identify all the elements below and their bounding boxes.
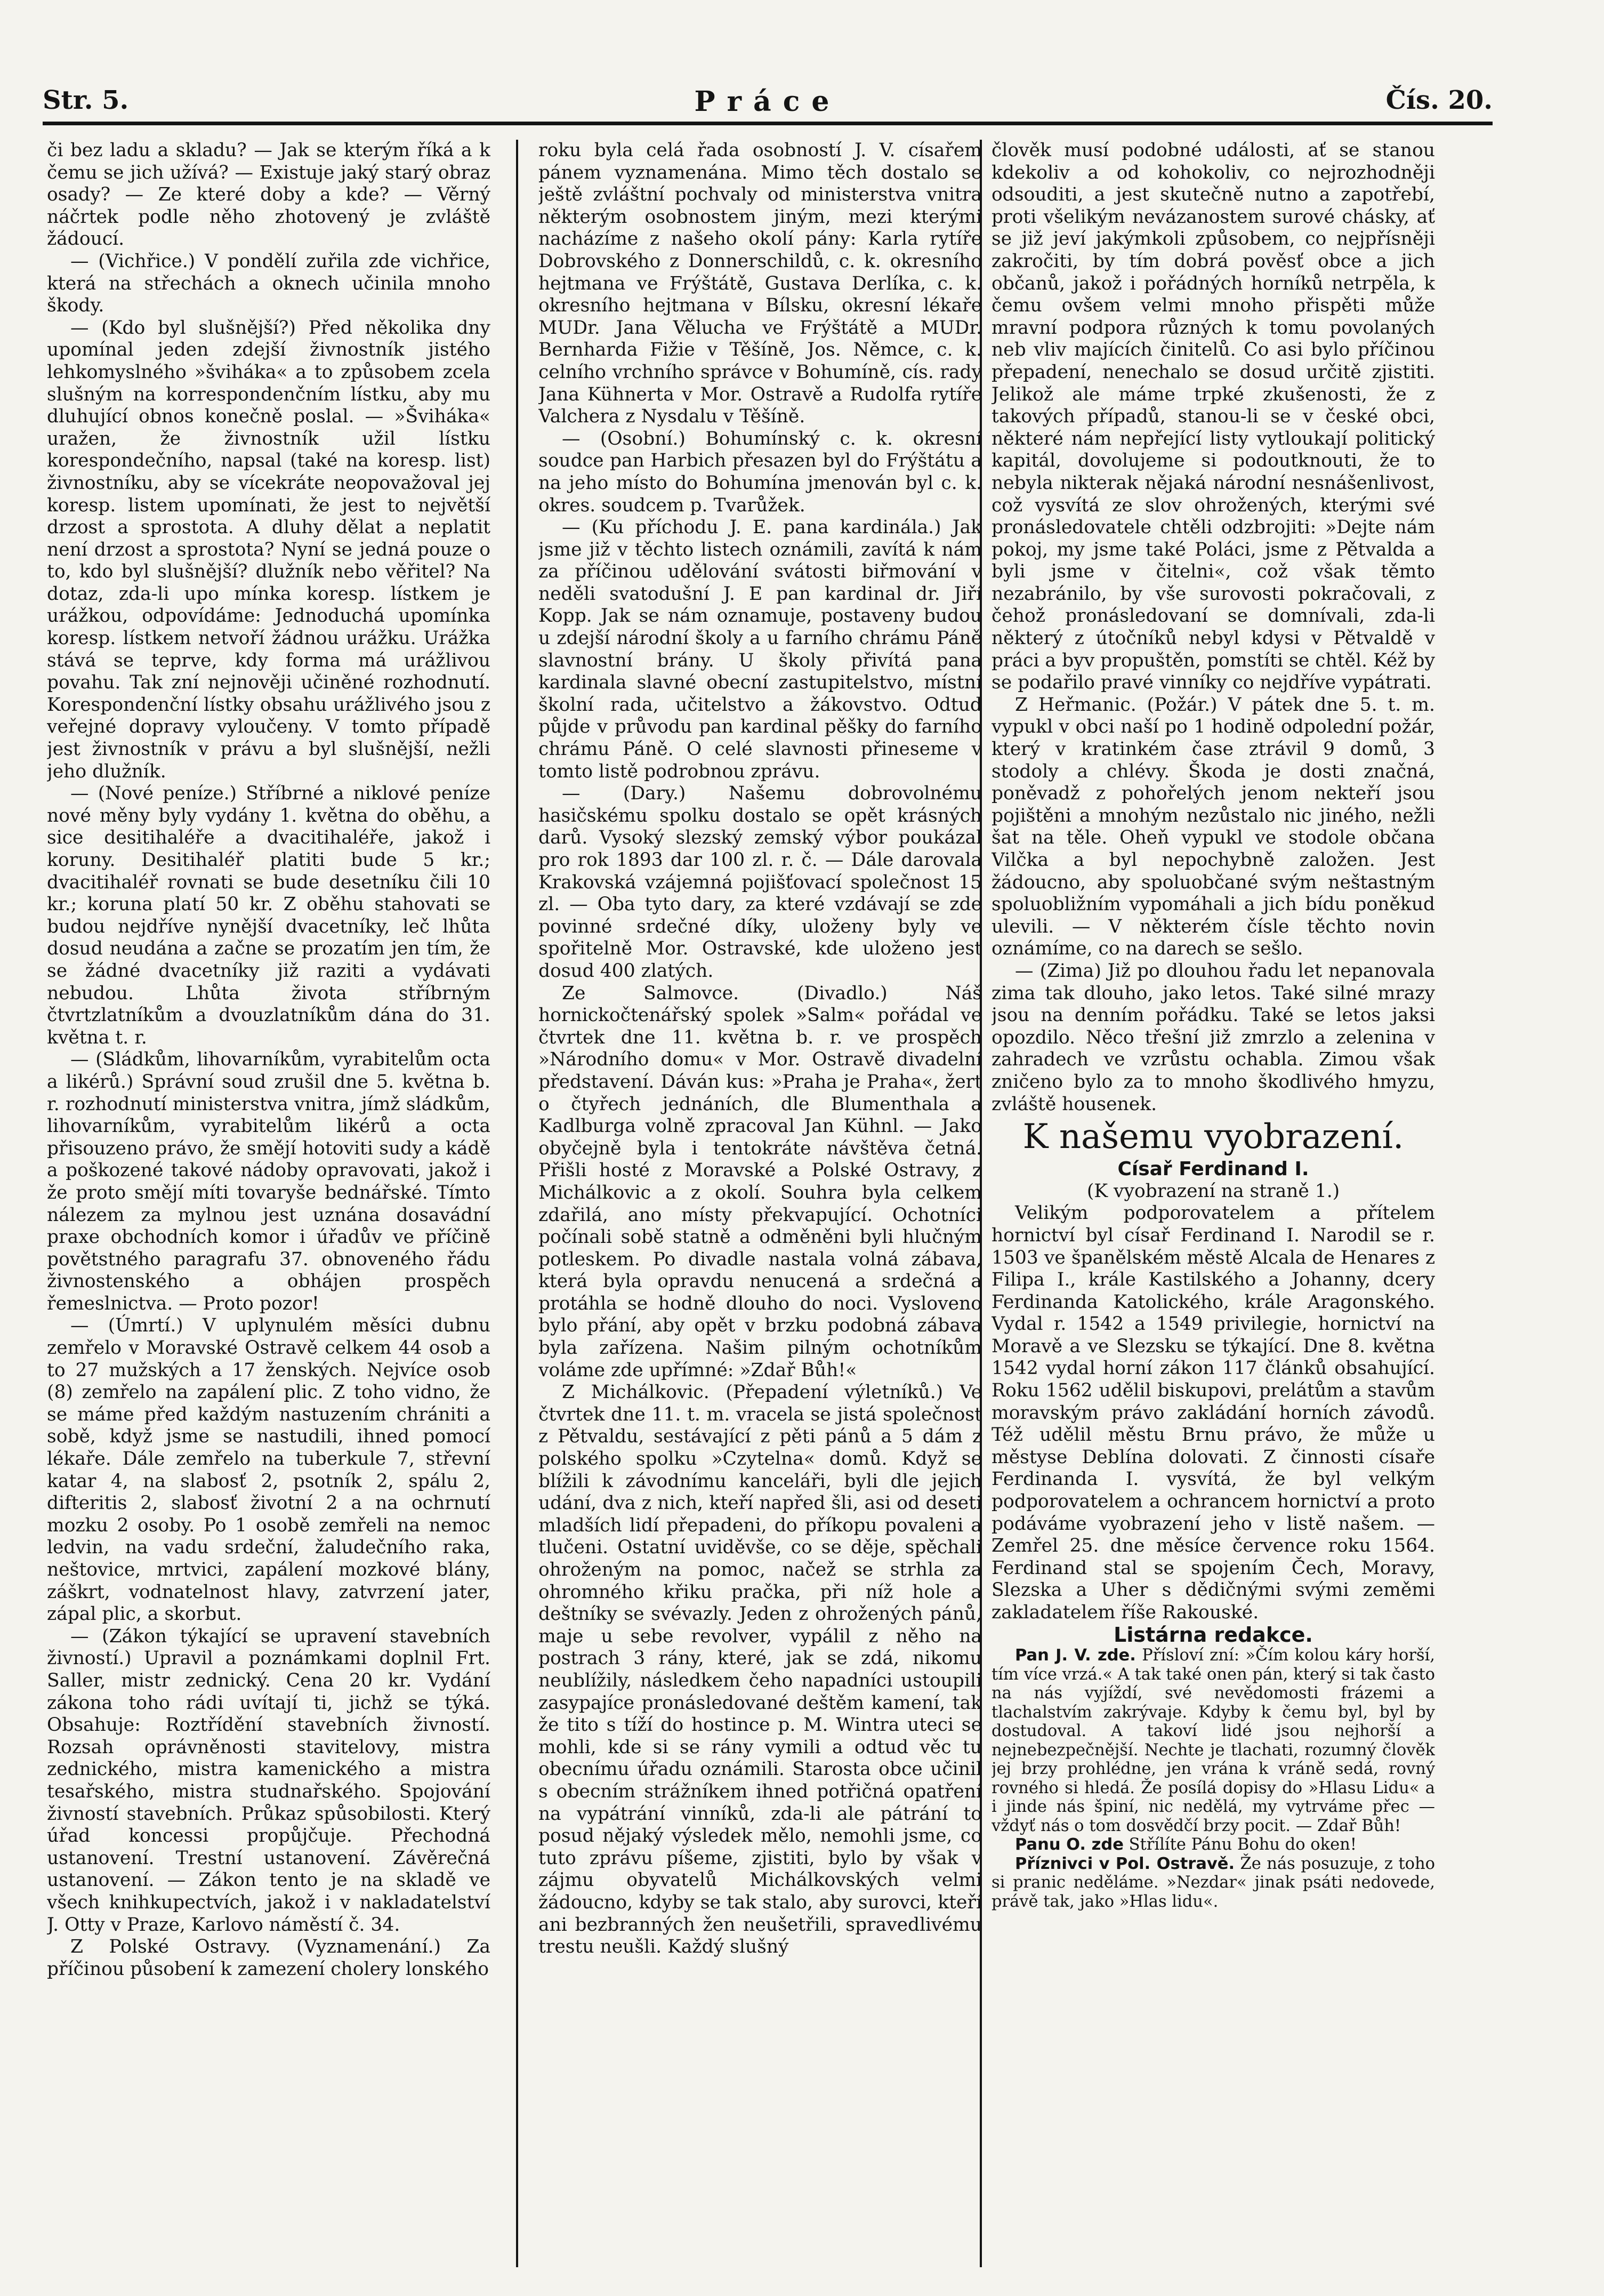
article-paragraph: — (Zákon týkající se upravení stavebních živností.) Upravil a poznámkami doplnil Frt. Saller, mistr zednický. Cena 20 kr. Vydání zákona toho rádi uvítají ti, jichž se týká. Obsahuje: Roztřídění stavebních živností. Rozsah oprávněnosti stavitelovy, mistra zednického, mistra kamenického a mistra tesařského, mistra studnařského. Spojování živností stavebních. Průkaz spůsobilosti. Který úřad koncessi propůjčuje. Přechodná ustanovení. Trestní ustanovení. Závěrečná ustanovení. — Zákon tento je na skladě ve všech knihkupectvích, jakož i v nakladatelství J. Otty v Praze, Karlovo náměstí č. 34. bbox=[47, 1625, 490, 1936]
article-paragraph: Ze Salmovce. (Divadlo.) Náš hornickočtenářský spolek »Salm« pořádal ve čtvrtek dne 11. května b. r. ve prospěch »Národního domu« v Mor. Ostravě divadelní představení. Dáván kus: »Praha je Praha«, žert o čtyřech jednáních, dle Blumenthala a Kadlburga volně zpracoval Jan Kühnl. — Jako obyčejně byla i tentokráte návštěva četná. Přišli hosté z Moravské a Polské Ostravy, z Michálkovic a z okolí. Souhra byla celkem zdařilá, ano místy překvapující. Ochotníci počínali sobě statně a odměněni byli hlučným potleskem. Po divadle nastala volná zábava, která byla opravdu nenucená a srdečná a protáhla se hodně dlouho do noci. Vysloveno bylo přání, aby opět v brzku podobná zábava byla zařízena. Našim pilným ochotníkům voláme zde upřímné: »Zdař Bůh!« bbox=[538, 982, 982, 1381]
article-paragraph: člověk musí podobné události, ať se stanou kdekoliv a od kohokoliv, co nejrozhodněji odsouditi, a jest skutečně nutno a zapotřebí, proti všelikým nevázanostem surové chásky, ať se již jeví jakýmkoli způsobem, co nejpřísněji zakročiti, by tím dobrá pověsť obce a jich občanů, jakož i pořádných horníků netrpěla, k čemu ovšem velmi mnoho přispěti může mravní podpora různých k tomu povolaných neb vliv majících činitelů. Co asi bylo příčinou přepadení, nenechalo se dosud určitě zjistiti. Jelikož ale máme trpké zkušenosti, že z takových případů, stanou-li se v české obci, některé nám nepřející listy vytloukají politický kapitál, dovolujeme si podoutknouti, že to nebyla nikterak nějaká národní nesnášenlivost, což vysvítá ze slov ohrožených, kterými své pronásledovatele chtěli odzbrojiti: »Dejte nám pokoj, my jsme také Poláci, jsme z Pětvalda a byli jsme v čitelni«, což však těmto nezabránilo, by vše surovosti pokračovali, z čehož pronásledovaní se domnívali, zda-li některý z útočníků nebyl kdysi v Pětvaldě v práci a byv propuštěn, pomstíti se chtěl. Kéž by se podařilo pravé vinníky co nejdříve vypátrati. bbox=[992, 140, 1435, 694]
listarna-recipient: Příznivci v Pol. Ostravě. bbox=[1015, 1854, 1235, 1873]
listarna-item bbox=[992, 1646, 1435, 1835]
article-paragraph: — (Nové peníze.) Stříbrné a niklové peníze nové měny byly vydány 1. května do oběhu, a sice desitihaléře a dvacitihaléře, jakož i koruny. Desitihaléř platiti bude 5 kr.; dvacitihaléř rovnati se bude desetníku čili 10 kr.; koruna platí 50 kr. Z oběhu stahovati se budou nejdříve nynější dvacetníky, leč lhůta dosud neudána a začne se prozatím jen tím, že se žádné dvacetníky již raziti a vydávati nebudou. Lhůta života stříbrným čtvrtzlatníkům a dvouzlatníkům dána do 31. května t. r. bbox=[47, 783, 490, 1048]
listarna-item bbox=[992, 1835, 1435, 1855]
page-number: Str. 5. bbox=[43, 85, 129, 115]
column-3-articles bbox=[992, 140, 1435, 1115]
issue-number: Čís. 20. bbox=[1385, 85, 1493, 115]
listarna-text: Přísloví zní: »Čím kolou káry horší, tím více vrzá.« A tak také onen pán, který si tak často na nás vyjíždí, své nevědomosti frázemi a tlachalstvím zakrývaje. Kdyby k čemu byl, byl by dostudoval. A takoví lidé jsou nejhorší a nejnebezpečnější. Nechte je tlachati, rozumný člověk jej brzy prohlédne, jen vrána k vráně sedá, rovný rovného si hledá. Že posílá dopisy do »Hlasu Lidu« a i jinde nás špiní, nic nedělá, my vytrváme přec — vždyť nás o tom dosvědčí brzy pocit. — Zdař Bůh! bbox=[992, 1646, 1435, 1835]
article-paragraph: — (Úmrtí.) V uplynulém měsíci dubnu zemřelo v Moravské Ostravě celkem 44 osob a to 27 mužských a 17 ženských. Nejvíce osob (8) zemřelo na zapálení plic. Z toho vidno, že se máme před každým nastuzením chrániti a sobě, když jsme se nastudili, ihned pomocí lékaře. Dále zemřelo na tuberkule 7, střevní katar 4, na slabosť 2, psotník 2, spálu 2, difteritis 2, slabosť životní 2 a na ochrnutí mozku 2 osoby. Po 1 osobě zemřeli na nemoc ledvin, na vadu srdeční, žaludečního raka, neštovice, mrtvici, zapálení mozkové blány, záškrt, vodnatelnost hlavy, zatvrzení jater, zápal plic, a skorbut. bbox=[47, 1315, 490, 1625]
listarna-recipient: Pan J. V. zde. bbox=[1015, 1646, 1136, 1665]
listarna-text: Střílíte Pánu Bohu do oken! bbox=[1123, 1835, 1357, 1855]
feature-article: Velikým podporovatelem a přítelem hornictví byl císař Ferdinand I. Narodil se r. 1503 ve španělském městě Alcala de Henares z Filipa I., krále Kastilského a Johanny, dcery Ferdinanda Katolického, krále Aragonského. Vydal r. 1542 a 1549 privilegie, hornictví na Moravě a ve Slezsku se týkající. Dne 8. května 1542 vydal horní zákon 117 článků obsahující. Roku 1562 udělil biskupovi, prelátům a stavům moravským právo zakládání horních závodů. Též udělil městu Brnu právo, že může u městyse Deblína dolovati. Z činnosti císaře Ferdinanda I. vysvítá, že byl velkým podporovatelem a ochrancem hornictví a proto podáváme vyobrazení jeho v listě našem. — Zemřel 25. dne měsíce července roku 1564. Ferdinand stal se spojením Čech, Moravy, Slezska a Uher s dědičnými svými zeměmi zakladatelem říše Rakouské. bbox=[992, 1202, 1435, 1623]
article-paragraph: — (Dary.) Našemu dobrovolnému hasičskému spolku dostalo se opět krásných darů. Vysoký slezský zemský výbor poukázal pro rok 1893 dar 100 zl. r. č. — Dále darovala Krakovská vzájemná pojišťovací společnost 15 zl. — Oba tyto dary, za které vzdávají se zde povinné srdečné díky, uloženy byly ve spořitelně Mor. Ostravské, kde uloženo jest dosud 400 zlatých. bbox=[538, 783, 982, 982]
column-3 bbox=[992, 140, 1435, 2267]
feature-note: (K vyobrazení na straně 1.) bbox=[1086, 1180, 1340, 1202]
article-paragraph: Z Polské Ostravy. (Vyznamenání.) Za příčinou působení k zamezení cholery lonského bbox=[47, 1936, 490, 1980]
article-paragraph: — (Osobní.) Bohumínský c. k. okresní soudce pan Harbich přesazen byl do Frýštátu a na jeho místo do Bohumína jmenován byl c. k. okres. soudcem p. Tvarůžek. bbox=[538, 428, 982, 516]
article-paragraph: — (Zima) Již po dlouhou řadu let nepanovala zima tak dlouho, jako letos. Také silné mrazy jsou na denním pořádku. Také se letos jaksi opozdilo. Něco třešní již zmrzlo a zelenina v zahradech ve vzrůstu ochabla. Zimou však zničeno bylo za to mnoho škodlivého hmyzu, zvláště housenek. bbox=[992, 960, 1435, 1115]
listarna-item bbox=[992, 1855, 1435, 1912]
listarna-title: Listárna redakce. bbox=[1114, 1623, 1313, 1647]
newspaper-title: Práce bbox=[694, 85, 841, 118]
article-paragraph: — (Vichřice.) V pondělí zuřila zde vichřice, která na střechách a oknech učinila mnoho škody. bbox=[47, 250, 490, 317]
column-2 bbox=[538, 140, 982, 2267]
feature-subtitle: Císař Ferdinand I. bbox=[1117, 1158, 1309, 1181]
article-paragraph: Z Michálkovic. (Přepadení výletníků.) Ve čtvrtek dne 11. t. m. vracela se jistá společnost z Pětvaldu, sestávající z pěti pánů a 5 dám z polského spolku »Czytelna« domů. Když se blížili k závodnímu kanceláři, byli dle jejich udání, dva z nich, kteří napřed šli, asi od deseti mladších lidí přepadeni, do příkopu povaleni a tlučeni. Ostatní uviděvše, co se děje, spěchali ohroženým na pomoc, načež se strhla za ohromného křiku pračka, při níž hole a deštníky se svévazly. Jeden z ohrožených pánů, maje u sebe revolver, vypálil z něho na postrach 3 rány, které, jak se zdá, nikomu neublížily, následkem čeho napadníci ustoupili zasypajíce pronásledované deštěm kamení, tak že tito s tíží do hostince p. M. Wintra uteci se mohli, kde si se rány vymili a odtud věc tu obecnímu úřadu oznámili. Starosta obce učinil s obecním strážníkem ihned potřičná opatření na vypátrání vinníků, zda-li ale pátrání to posud nějaký výsledek mělo, nemohli jsme, co tuto zprávu píšeme, zjistiti, bylo by však v zájmu obyvatelů Michálkovských velmi žádoucno, kdyby se tak stalo, aby surovci, kteří ani bezbranných žen neušetřili, spravedlivému trestu neušli. Každý slušný bbox=[538, 1382, 982, 1958]
header-rule bbox=[43, 122, 1493, 125]
article-paragraph: — (Kdo byl slušnější?) Před několika dny upomínal jeden zdejší živnostník jistého lehkomyslného »šviháka« a to způsobem zcela slušným na korrespondenčním lístku, aby mu dluhující obnos konečně poslal. — »Šviháka« uražen, že živnostník užil lístku korespondečního, napsal (také na koresp. list) živnostníku, aby se vícekráte neopovažoval jej koresp. listem upomínati, že jest to největší drzost a sprostota. A dluhy dělat a neplatit není drzost a sprostota? Nyní se jedná pouze o to, kdo byl slušnější? dlužník nebo věřitel? Na dotaz, zda-li upo mínka koresp. lístkem je urážkou, odpovídáme: Jednoduchá upomínka koresp. lístkem netvoří žádnou urážku. Urážka stává se teprve, kdy forma má urážlivou povahu. Tak zní nejnověji učiněné rozhodnutí. Korespondenční lístky obsahu urážlivého jsou z veřejné dopravy vyloučeny. V tomto případě jest živnostník v právu a byl slušnější, nežli jeho dlužník. bbox=[47, 317, 490, 782]
column-1 bbox=[47, 140, 490, 2267]
article-paragraph: či bez ladu a skladu? — Jak se kterým říká a k čemu se jich užívá? — Existuje jaký starý obraz osady? — Ze které doby a kde? — Věrný náčrtek podle něho zhotovený je zvláště žádoucí. bbox=[47, 140, 490, 250]
article-paragraph: Z Heřmanic. (Požár.) V pátek dne 5. t. m. vypukl v obci naší po 1 hodině odpolední požár, který v kratinkém čase ztrávil 9 domů, 3 stodoly a chlévy. Škoda je dosti značná, poněvadž z pohořelých jenom nekteří jsou pojištěni a mnohým nezůstalo nic jiného, nežli šat na těle. Oheň vypukl ve stodole občana Vilčka a byl nepochybně založen. Jest žádoucno, aby spoluobčané svým neštastným spoluobližním vypomáhali a jich bídu poněkud ulevili. — V některém čísle těchto novin oznámíme, co na darech se sešlo. bbox=[992, 694, 1435, 960]
listarna-recipient: Panu O. zde bbox=[1015, 1835, 1124, 1855]
article-paragraph: — (Ku příchodu J. E. pana kardinála.) Jak jsme již v těchto listech oznámili, zavítá k nám za příčinou udělování svátosti biřmování v neděli svatodušní J. E pan kardinal dr. Jiří Kopp. Jak se nám oznamuje, postaveny budou u zdejší národní školy a u farního chrámu Páně slavnostní brány. U školy přivítá pana kardinala slavné obecní zastupitelstvo, místní školní rada, učitelstvo a žákovstvo. Odtud půjde v průvodu pan kardinal pěšky do farního chrámu Páně. O celé slavnosti přineseme v tomto listě podrobnou zprávu. bbox=[538, 517, 982, 782]
article-paragraph: — (Sládkům, lihovarníkům, vyrabitelům octa a likérů.) Správní soud zrušil dne 5. května b. r. rozhodnutí ministerstva vnitra, jímž sládkům, lihovarníkům, vyrabitelům likérů a octa přisouzeno právo, že smějí hotoviti sudy a kádě a poškozené takové nádoby opravovati, jakož i že proto smějí míti tovaryše bednářské. Tímto nálezem za mylnou jest uznána dosavádní praxe obchodních komor i úřadův ve příčině povětstného paragrafu 37. obnoveného řádu živnostenského a obhájen prospěch řemeslnictva. — Proto pozor! bbox=[47, 1049, 490, 1314]
column-divider bbox=[516, 140, 518, 2267]
listarna-items bbox=[992, 1646, 1435, 1911]
feature-title: K našemu vyobrazení. bbox=[1022, 1117, 1404, 1157]
article-paragraph: roku byla celá řada osobností J. V. císařem pánem vyznamenána. Mimo těch dostalo se ještě zvláštní pochvaly od ministerstva vnitra některým osobnostem jiným, mezi kterými nacházíme z našeho okolí pány: Karla rytíře Dobrovského z Donnerschildů, c. k. okresního hejtmana ve Frýštátě, Gustava Derlíka, c. k. okresního hejtmana v Bílsku, okresní lékaře MUDr. Jana Vělucha ve Frýštátě a MUDr. Bernharda Fižie v Těšíně, Jos. Němce, c. k. celního vrchního správce v Bohumíně, cís. rady Jana Kühnerta v Mor. Ostravě a Rudolfa rytíře Valchera z Nysdalu v Těšíně. bbox=[538, 140, 982, 428]
listarna-text: Že nás posuzuje, z toho si pranic neděláme. »Nezdar« jinak psáti nedovede, právě tak, jako »Hlas lidu«. bbox=[992, 1854, 1435, 1911]
